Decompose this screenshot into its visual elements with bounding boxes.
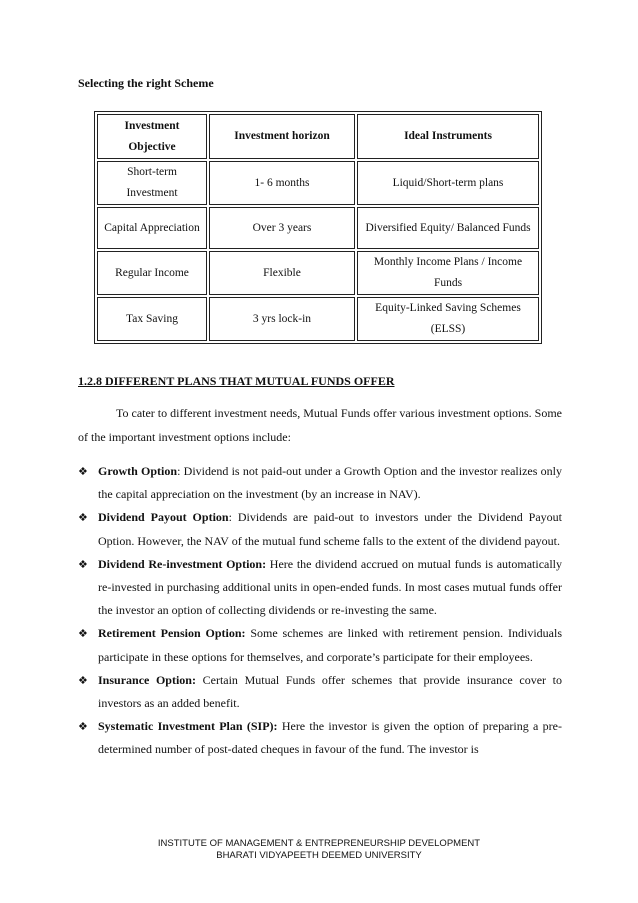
option-text: Here the investor is given the option of preparing a pre-determined number of post-dated cheques in favour of the fund. The investor is: [98, 719, 562, 757]
table-row: [97, 161, 539, 205]
page-footer: [0, 838, 638, 862]
options-list: [78, 460, 562, 762]
option-title: Growth Option: [98, 464, 178, 478]
list-item: [78, 669, 562, 715]
option-title: Retirement Pension Option:: [98, 626, 246, 641]
table-cell: 1- 6 months: [209, 161, 355, 205]
table-cell: Equity-Linked Saving Schemes (ELSS): [357, 297, 539, 341]
table-row: [97, 251, 539, 295]
footer-university: BHARATI VIDYAPEETH DEEMED UNIVERSITY: [216, 850, 422, 861]
list-item: [78, 460, 562, 506]
table-cell: 3 yrs lock-in: [209, 297, 355, 341]
table-cell: Diversified Equity/ Balanced Funds: [357, 207, 539, 249]
option-separator: :: [228, 510, 232, 525]
table-cell: Capital Appreciation: [97, 207, 207, 249]
list-item: [78, 622, 562, 668]
option-title: Insurance Option:: [98, 672, 196, 687]
diamond-bullet-icon: ❖: [78, 465, 88, 478]
table-cell: Regular Income: [97, 251, 207, 295]
option-text: Some schemes are linked with retirement pension. Individuals participate in these options for themselves, and corporate’s participate for their employees.: [98, 626, 563, 664]
table-row: [97, 207, 539, 249]
list-item: [78, 553, 562, 623]
table-caption: Selecting the right Scheme: [78, 76, 214, 90]
diamond-bullet-icon: ❖: [78, 627, 88, 641]
footer-institute: INSTITUTE OF MANAGEMENT & ENTREPRENEURSHIP DEVELOPMENT: [157, 838, 481, 849]
table-cell: Liquid/Short-term plans: [357, 161, 539, 205]
diamond-bullet-icon: ❖: [78, 720, 88, 734]
table-cell: Monthly Income Plans / Income Funds: [357, 251, 539, 295]
option-text: Dividend is not paid-out under a Growth Option and the investor realizes only the capital appreciation on the investment (by an increase in NAV).: [98, 464, 562, 502]
list-item: [78, 506, 562, 552]
intro-paragraph: To cater to different investment needs, Mutual Funds offer various investment options. Some of the important investment options include:: [78, 406, 562, 444]
header-investment-objective: Investment Objective: [97, 114, 207, 159]
table-cell: Tax Saving: [97, 297, 207, 341]
table-cell: Over 3 years: [209, 207, 355, 249]
option-text: Here the dividend accrued on mutual funds is automatically re-invested in purchasing additional units in open-ended funds. In most cases mutual funds offer the investor an option of collecting dividends or re-investing the same.: [98, 556, 563, 618]
option-title: Dividend Re-investment Option:: [98, 556, 267, 571]
option-separator: :: [177, 464, 181, 478]
table-row: [97, 297, 539, 341]
header-ideal-instruments: Ideal Instruments: [357, 114, 539, 159]
table-cell: Flexible: [209, 251, 355, 295]
option-title: Dividend Payout Option: [98, 510, 229, 525]
diamond-bullet-icon: ❖: [78, 557, 88, 571]
diamond-bullet-icon: ❖: [78, 511, 88, 525]
header-investment-horizon: Investment horizon: [209, 114, 355, 159]
section-heading: 1.2.8 DIFFERENT PLANS THAT MUTUAL FUNDS OFFER: [78, 374, 395, 388]
table-cell: Short-term Investment: [97, 161, 207, 205]
scheme-table: [94, 111, 542, 344]
option-text: Dividends are paid-out to investors under the Dividend Payout Option. However, the NAV of the mutual fund scheme falls to the extent of the dividend payout.: [98, 510, 562, 548]
diamond-bullet-icon: ❖: [78, 673, 88, 687]
table-header-row: [97, 114, 539, 159]
list-item: [78, 715, 562, 761]
option-title: Systematic Investment Plan (SIP):: [98, 719, 278, 734]
option-text: Certain Mutual Funds offer schemes that provide insurance cover to investors as an added benefit.: [98, 672, 562, 711]
